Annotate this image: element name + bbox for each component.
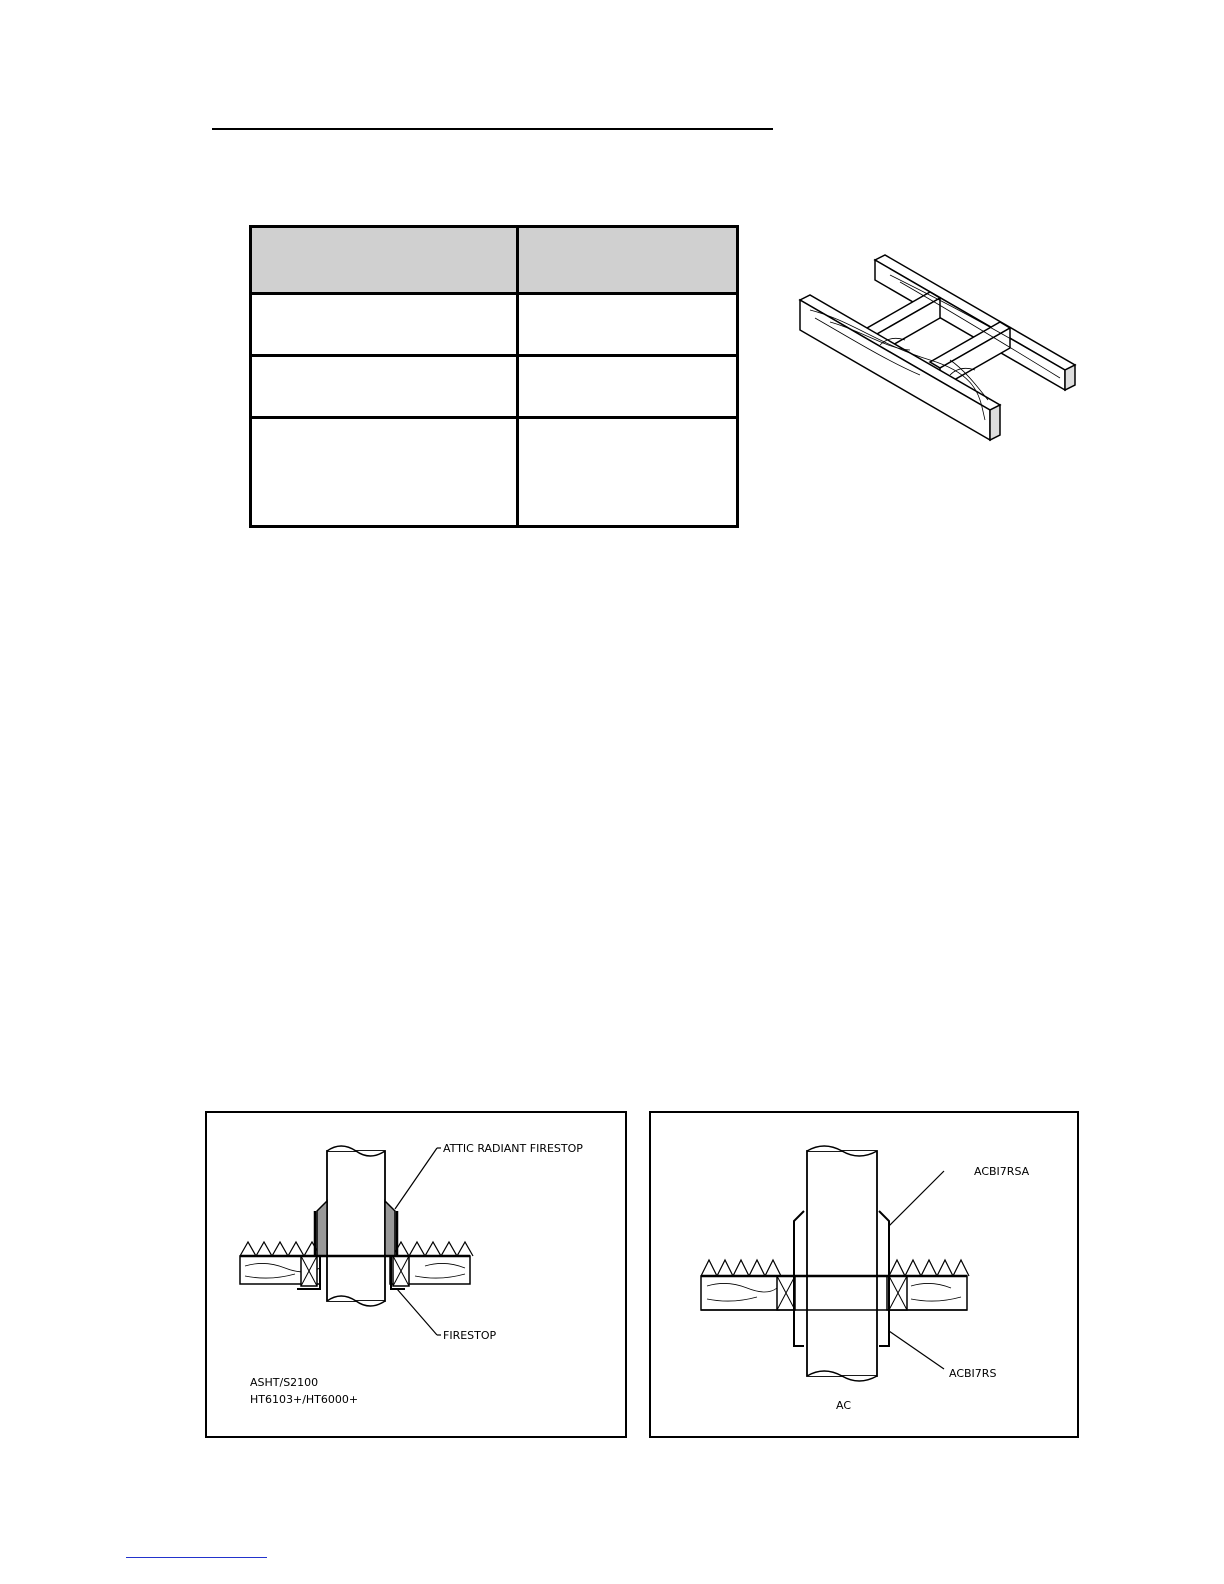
table-header-row (251, 227, 738, 294)
table-cell (251, 356, 518, 418)
table-row (251, 294, 738, 356)
footer-link-underline[interactable] (126, 1557, 267, 1558)
spec-table (249, 225, 739, 528)
title-underline (212, 128, 773, 130)
model-label-line1: ASHT/S2100 (250, 1376, 319, 1389)
table-row (251, 356, 738, 418)
table-cell (251, 418, 518, 527)
table-row (251, 418, 738, 527)
table-cell (518, 418, 738, 527)
ceiling-joist-left (701, 1276, 779, 1310)
table-cell (518, 356, 738, 418)
callout-acbi7rsa: ACBI7RSA (974, 1165, 1030, 1178)
table-header-cell (251, 227, 518, 294)
model-label-line2: HT6103+/HT6000+ (250, 1393, 359, 1406)
callout-acbi7rs: ACBI7RS (949, 1367, 997, 1380)
table-header-cell (518, 227, 738, 294)
callout-firestop: FIRESTOP (443, 1329, 497, 1342)
front-joist-end (990, 405, 1000, 440)
radiant-shield-right (385, 1201, 395, 1256)
callout-attic-radiant-firestop: ATTIC RADIANT FIRESTOP (443, 1142, 583, 1155)
back-joist-end (1065, 365, 1075, 390)
radiant-shield-left (317, 1201, 327, 1256)
chimney-pipe (327, 1151, 385, 1301)
right-firestop-diagram (649, 1111, 1079, 1438)
joist-framing-illustration (790, 250, 1090, 450)
table-cell (518, 294, 738, 356)
left-firestop-diagram (205, 1111, 627, 1438)
model-label: AC (836, 1399, 852, 1412)
chimney-pipe (807, 1151, 877, 1376)
table-cell (251, 294, 518, 356)
